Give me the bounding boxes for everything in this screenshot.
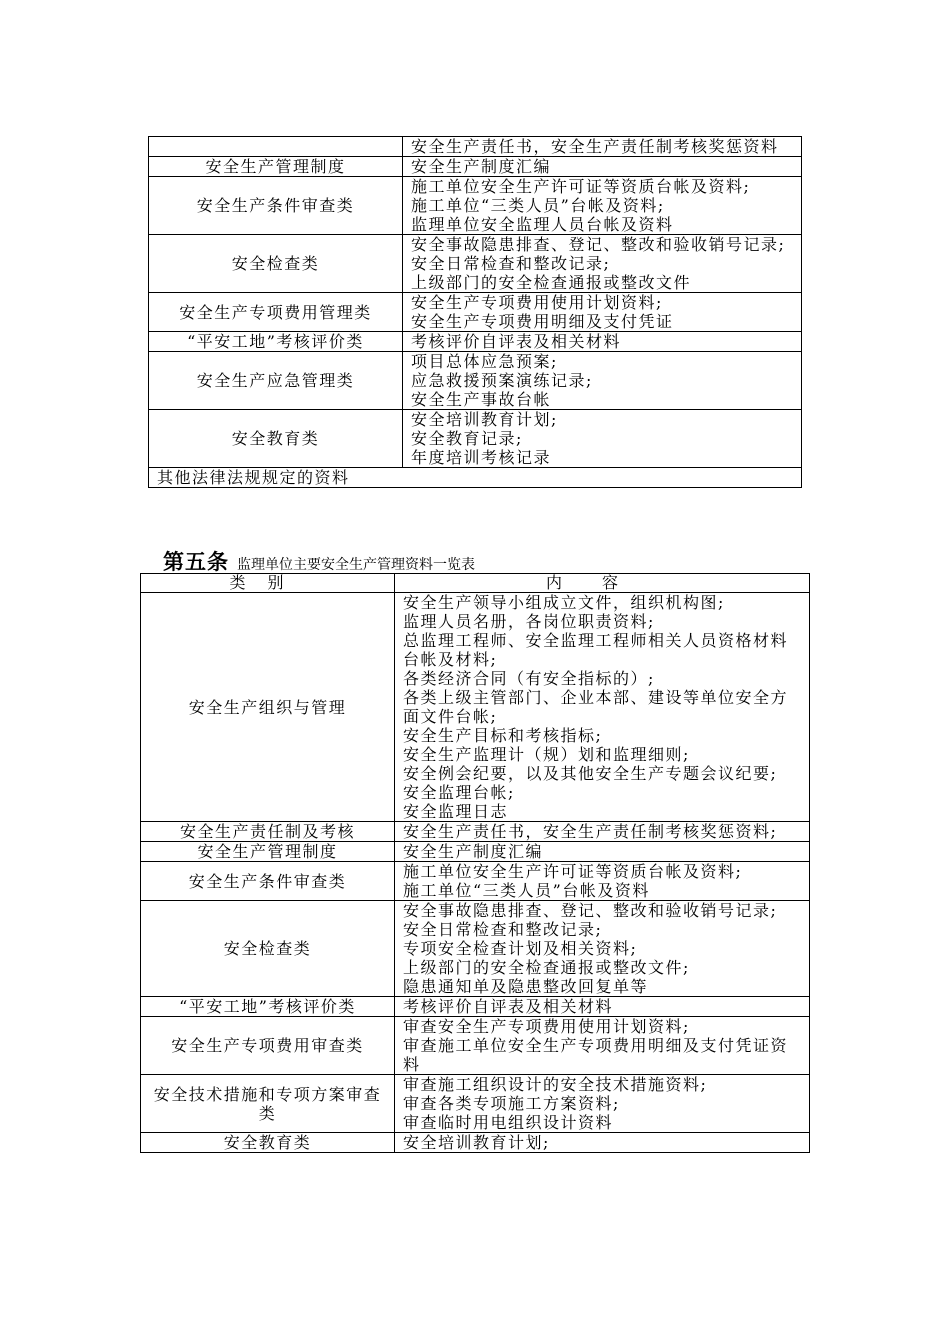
category-cell: “平安工地”考核评价类 [141,997,395,1017]
content-item: 审查施工单位安全生产专项费用明细及支付凭证资料 [403,1036,789,1074]
content-cell [403,293,802,332]
content-item: 安全日常检查和整改记录; [403,920,603,939]
table-row [141,842,810,862]
content-cell [395,997,810,1017]
content-item: 监理人员名册，各岗位职责资料; [403,612,655,631]
table-row [149,157,802,177]
category-cell: 安全生产条件审查类 [149,177,403,235]
content-item: 年度培训考核记录 [411,448,552,467]
content-item: 上级部门的安全检查通报或整改文件 [411,273,692,292]
content-cell [395,842,810,862]
category-cell: 安全教育类 [141,1133,395,1153]
table-supervision-safety-records [140,573,810,1153]
table-row [141,862,810,901]
table-row [149,332,802,352]
content-cell [403,352,802,410]
content-cell [395,1017,810,1075]
category-cell: 安全生产管理制度 [141,842,395,862]
article-title: 监理单位主要安全生产管理资料一览表 [237,557,475,573]
content-item: 安全生产目标和考核指标; [403,726,603,745]
category-cell [149,137,403,157]
content-item: 安全生产制度汇编 [403,842,544,861]
content-item: 专项安全检查计划及相关资料; [403,939,638,958]
content-item: 安全培训教育计划; [411,410,558,429]
header-category: 类别 [141,574,395,593]
content-item: 审查安全生产专项费用使用计划资料; [403,1017,690,1036]
content-item: 安全生产责任书，安全生产责任制考核奖惩资料; [403,822,778,841]
content-cell [395,822,810,842]
category-cell: 安全教育类 [149,410,403,468]
footer-cell: 其他法律法规规定的资料 [149,468,802,488]
content-item: 安全事故隐患排查、登记、整改和验收销号记录; [411,235,786,254]
content-item: 安全事故隐患排查、登记、整改和验收销号记录; [403,901,778,920]
category-cell: “平安工地”考核评价类 [149,332,403,352]
content-item: 安全生产专项费用明细及支付凭证 [411,312,674,331]
content-item: 总监理工程师、安全监理工程师相关人员资格材料台帐及材料; [403,631,789,669]
category-cell: 安全技术措施和专项方案审查类 [141,1075,395,1133]
table-row [149,293,802,332]
content-item: 各类上级主管部门、企业本部、建设等单位安全方面文件台帐; [403,688,789,726]
table-row [149,235,802,293]
category-cell: 安全生产专项费用管理类 [149,293,403,332]
content-item: 施工单位安全生产许可证等资质台帐及资料; [403,862,743,881]
content-item: 安全培训教育计划; [403,1133,550,1152]
content-item: 安全生产制度汇编 [411,157,552,176]
article-heading [163,546,475,572]
content-item: 施工单位“三类人员”台帐及资料 [403,881,650,900]
content-item: 监理单位安全监理人员台帐及资料 [411,215,674,234]
header-content: 内容 [395,574,810,593]
table-row [141,822,810,842]
content-item: 审查施工组织设计的安全技术措施资料; [403,1075,708,1094]
category-cell: 安全生产专项费用审查类 [141,1017,395,1075]
table-row [141,1133,810,1153]
category-cell: 安全生产管理制度 [149,157,403,177]
content-item: 上级部门的安全检查通报或整改文件; [403,958,690,977]
table-row [141,1017,810,1075]
table-header-row [141,574,810,593]
table-safety-records-continued [148,136,802,488]
content-item: 应急救援预案演练记录; [411,371,593,390]
content-cell [395,593,810,822]
content-cell [403,332,802,352]
table-row [141,593,810,822]
content-item: 安全教育记录; [411,429,523,448]
content-cell [403,157,802,177]
table-row [149,468,802,488]
content-cell [403,177,802,235]
content-item: 考核评价自评表及相关材料 [403,997,614,1016]
content-cell [395,901,810,997]
table-row [141,901,810,997]
content-item: 施工单位“三类人员”台帐及资料; [411,196,665,215]
content-item: 安全生产事故台帐 [411,390,552,409]
content-cell [395,1133,810,1153]
category-cell: 安全生产条件审查类 [141,862,395,901]
content-item: 安全生产专项费用使用计划资料; [411,293,663,312]
category-cell: 安全检查类 [141,901,395,997]
content-item: 安全生产责任书，安全生产责任制考核奖惩资料 [411,137,779,156]
content-item: 审查临时用电组织设计资料 [403,1113,614,1132]
category-cell: 安全生产组织与管理 [141,593,395,822]
content-cell [395,1075,810,1133]
article-number: 第五条 [163,549,229,574]
table1-body [149,137,802,488]
content-cell [403,235,802,293]
table-row [141,997,810,1017]
content-item: 各类经济合同（有安全指标的）; [403,669,655,688]
table-row [149,137,802,157]
content-cell [403,137,802,157]
content-item: 审查各类专项施工方案资料; [403,1094,620,1113]
content-item: 隐患通知单及隐患整改回复单等 [403,977,649,996]
content-cell [395,862,810,901]
table-row [149,177,802,235]
content-item: 安全生产领导小组成立文件，组织机构图; [403,593,725,612]
content-item: 安全日常检查和整改记录; [411,254,611,273]
category-cell: 安全生产应急管理类 [149,352,403,410]
table-row [149,352,802,410]
content-item: 安全生产监理计（规）划和监理细则; [403,745,690,764]
content-item: 项目总体应急预案; [411,352,558,371]
content-item: 安全例会纪要，以及其他安全生产专题会议纪要; [403,764,778,783]
content-item: 考核评价自评表及相关材料 [411,332,622,351]
content-item: 施工单位安全生产许可证等资质台帐及资料; [411,177,751,196]
table-row [141,1075,810,1133]
content-cell [403,410,802,468]
table-row [149,410,802,468]
content-item: 安全监理日志 [403,802,509,821]
content-item: 安全监理台帐; [403,783,515,802]
category-cell: 安全生产责任制及考核 [141,822,395,842]
table2-body [141,574,810,1153]
category-cell: 安全检查类 [149,235,403,293]
